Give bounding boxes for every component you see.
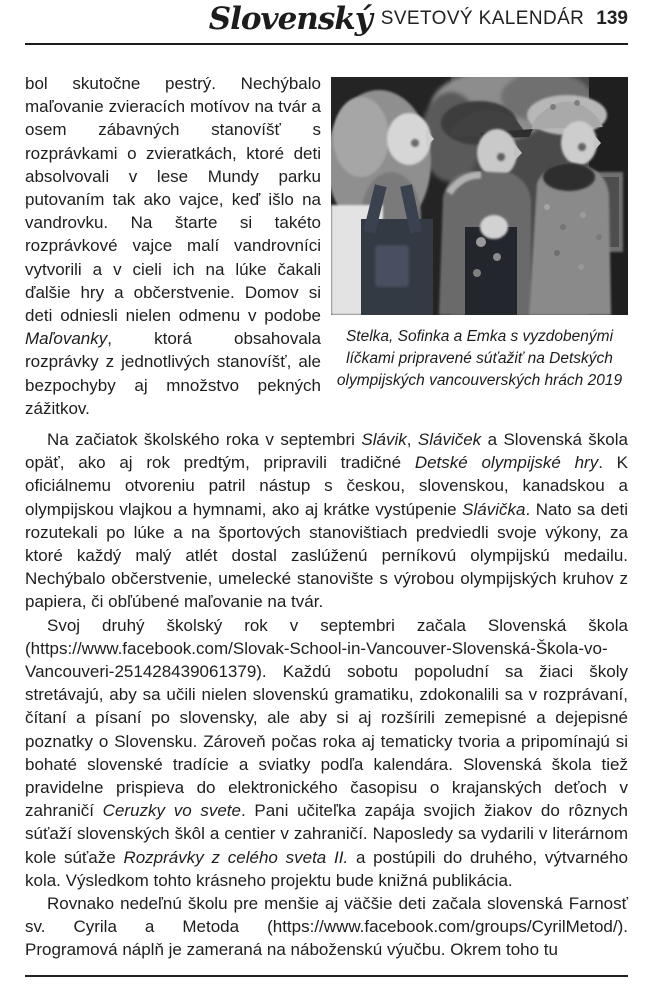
caption-line: líčkami pripravené súťažiť na Detských [346, 350, 613, 367]
text-run-italic: Slávik [361, 430, 407, 449]
paragraph-2 [25, 428, 628, 614]
text-run-italic: Slávička [462, 499, 526, 519]
text-run: . K oficiálnemu otvoreniu patril nástup s českou, slovenskou, kanadskou a olympijskou vlajkou a hymnami, ako aj krátke vystúpenie [25, 453, 629, 519]
photo-figure [331, 77, 628, 392]
header [25, 0, 628, 45]
text-run: a postúpili do druhého, výtvarného kola. Výsledkom tohto krásneho projektu bude knižná publikácia. [25, 847, 629, 890]
text-run-italic: Ceruzky vo svete [102, 801, 241, 821]
brand-script-title: Slovenský [208, 1, 372, 37]
brand-caps-title: SVETOVÝ KALENDÁR [380, 8, 585, 29]
content [25, 72, 628, 962]
text-run-italic: Maľovanky [25, 329, 108, 349]
caption-line: Stelka, Sofinka a Emka s vyzdobenými [345, 328, 614, 345]
photo [331, 77, 628, 315]
text-run-italic: Rozprávky z celého sveta II. [123, 847, 349, 867]
paragraph-1 [25, 72, 321, 420]
body-paragraphs [25, 428, 628, 962]
text-run: bol skutočne pestrý. Nechýbalo maľovanie zvieracích motívov na tvár a osem zábavných stanovíšť s rozprávkami o zvieratkách, ktoré deti absolvovali v lese Mundy parku putovaním tak ako vajce, keď išlo na vandrovku. Na štarte si takéto rozprávkové vajce malí vandrovníci vytvorili a v cieli ich na lúke čakali ďalšie hry a občerstvenie. Domov si deti odniesli nielen odmenu v podobe [25, 74, 321, 326]
text-run: Svoj druhý školský rok v septembri začala Slovenská škola (https://www.facebook.com/Slovak-School-in-Vancouver-Slovenská-Škola-vo-Vancouveri-251428439061379). Každú sobotu popoludní sa žiaci školy stretávajú, aby sa učili nielen slovenskú gramatiku, zdokonalili sa v rozprávaní, čítaní a písaní po slovensky, ale aby si aj rozšírili zemepisné a dejepisné poznatky o Slovensku. Zároveň počas roka aj tematicky tvoria a pripomínajú si bohaté slovenské tradície a sviatky podľa kalendára. Slovenská škola tiež pravidelne prispieva do elektronického časopisu o krajanských deťoch v zahraničí [25, 615, 628, 821]
right-column [331, 72, 628, 422]
footer-rule [25, 975, 628, 977]
left-column [25, 72, 321, 422]
text-run-italic: Sláviček [417, 430, 482, 449]
two-column-section [25, 72, 628, 422]
page-number: 139 [596, 8, 628, 29]
text-run: . Pani učiteľka zapája svojich žiakov do rôznych súťaží slovenských škôl a centier v zahraničí. Naposledy sa vydarili v literárnom kole súťaže [25, 801, 629, 867]
text-run: Rovnako nedeľnú školu pre menšie aj väčšie deti začala slovenská Farnosť sv. Cyrila a Metoda (https://www.facebook.com/groups/CyrilMetod/). Programová náplň je zameraná na náboženskú výučbu. Okrem toho tu [25, 894, 628, 960]
paragraph-4 [25, 892, 628, 962]
text-run: , ktorá obsahovala rozprávky z jednotlivých stanovíšť, ale bezpochyby aj množstvo pekných zážitkov. [25, 329, 321, 418]
paragraph-3 [25, 614, 628, 892]
text-run-italic: Detské olympijské hry [414, 453, 599, 473]
text-run: Na začiatok školského roka v septembri [47, 430, 362, 449]
caption-line: olympijských vancouverských hrách 2019 [336, 372, 623, 389]
photo-children-illustration [331, 77, 628, 315]
photo-caption [331, 326, 628, 392]
text-run: , [406, 430, 418, 449]
text-run: a Slovenská škola opäť, ako aj rok predtým, pripravili tradičné [25, 430, 628, 473]
text-run: . Nato sa deti rozutekali po lúke a na športových stanovištiach predviedli svoje výkony, za ktoré každý malý atlét dostal zaslúženú perníkovú olympijskú medailu. Nechýbalo občerstvenie, umelecké stanovište s výrobou olympijských kruhov z papiera, či obľúbené maľovanie na tvár. [25, 499, 628, 612]
